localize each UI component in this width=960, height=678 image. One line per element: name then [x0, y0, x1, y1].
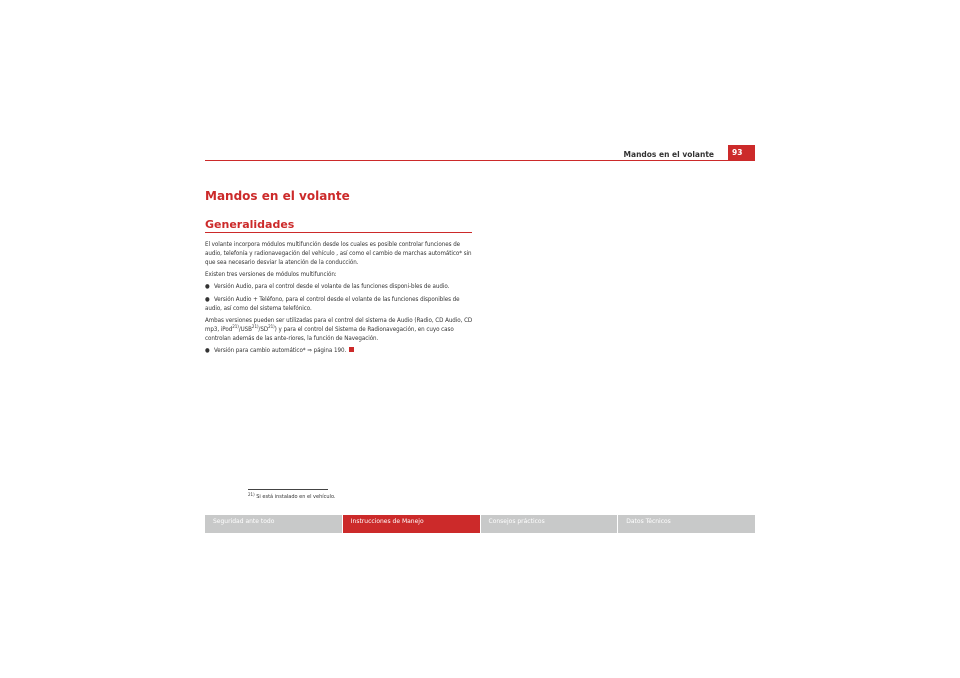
- body-text: [205, 241, 475, 359]
- footnote: [248, 494, 336, 500]
- footnote-ref: 21): [251, 324, 259, 330]
- footnote-marker: 21): [248, 492, 255, 497]
- header-rule: [205, 160, 728, 161]
- text-span: /USB: [238, 325, 252, 333]
- tab-seguridad[interactable]: Seguridad ante todo: [205, 515, 342, 533]
- page-title: Mandos en el volante: [205, 189, 350, 203]
- bullet-text: Versión Audio + Teléfono, para el control desde el volante de las funciones disponibles de audio, así como del sistema telefónico.: [205, 295, 460, 312]
- paragraph-versions: Existen tres versiones de módulos multifunción:: [205, 271, 337, 279]
- footnote-ref: 21): [232, 324, 239, 330]
- text-span: Ambas versiones pueden ser utilizadas para el control del sistema de Audio (Radio, CD Audio, CD mp3, iPod: [205, 316, 473, 333]
- paragraph-intro: El volante incorpora módulos multifunción desde los cuales es posible controlar funciones de audio, telefonía y radionavegación del vehículo , así como el cambio de marchas automático* sin que sea necesario desviar la atención de la conducción.: [205, 241, 472, 266]
- bullet-item-audio: [205, 283, 475, 292]
- tab-consejos[interactable]: Consejos prácticos: [481, 515, 618, 533]
- bullet-icon: ●: [205, 347, 210, 355]
- text-span: /SD: [258, 325, 269, 333]
- running-header: Mandos en el volante: [623, 150, 714, 159]
- footnote-rule: [248, 489, 328, 490]
- tab-instrucciones[interactable]: Instrucciones de Manejo: [343, 515, 480, 533]
- chapter-tabs: [205, 515, 755, 533]
- text-span: ) y para el control del Sistema de Radionavegación, en cuyo caso controlan además de las ante-riores, la función de Navegación.: [205, 325, 454, 342]
- bullet-text: Versión Audio, para el control desde el volante de las funciones disponi-bles de audio.: [214, 283, 450, 291]
- bullet-icon: ●: [205, 295, 210, 303]
- page-link[interactable]: Versión para cambio automático* ⇒ página 190.: [214, 347, 347, 355]
- bullet-item-automatic: [205, 347, 475, 356]
- bullet-item-audio-phone: [205, 296, 475, 314]
- page-number-badge: 93: [728, 145, 755, 161]
- footnote-text: Si está instalado en el vehículo.: [256, 494, 336, 500]
- section-rule: [205, 232, 472, 233]
- section-title: Generalidades: [205, 218, 295, 231]
- tab-datos[interactable]: Datos Técnicos: [618, 515, 755, 533]
- bullet-icon: ●: [205, 283, 210, 291]
- end-of-section-icon: [349, 347, 354, 352]
- footnote-ref: 21): [268, 324, 275, 330]
- paragraph-both-versions: [205, 317, 475, 344]
